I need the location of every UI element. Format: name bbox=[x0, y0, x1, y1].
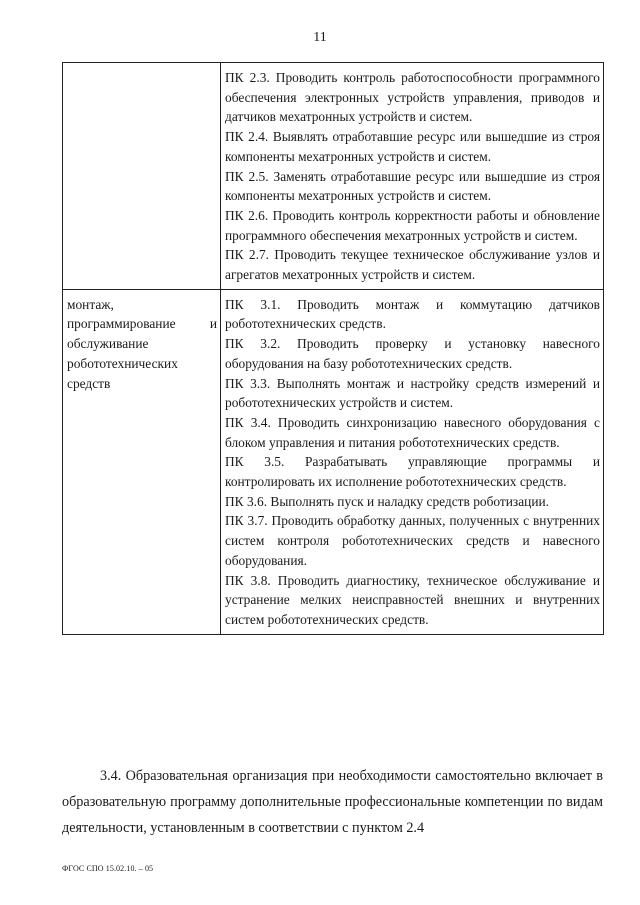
competence-item: ПК 2.3. Проводить контроль работоспособности программного обеспечения электронных устройств управления, приводов и датчиков мехатронных устройств и систем. bbox=[225, 70, 600, 125]
activity-name: монтаж, программирование и обслуживание робототехнических средств bbox=[67, 296, 217, 391]
competence-item: ПК 2.4. Выявлять отработавшие ресурс или вышедшие из строя компоненты мехатронных устройств и систем. bbox=[225, 129, 600, 164]
competence-item: ПК 3.7. Проводить обработку данных, полученных с внутренних систем контроля робототехнических средств и навесного оборудования. bbox=[225, 513, 600, 568]
page-number: 11 bbox=[313, 30, 327, 45]
body-paragraph: 3.4. Образовательная организация при необходимости самостоятельно включает в образовательную программу дополнительные профессиональные компетенции по видам деятельности, установленным в соответствии с пунктом 2.4 bbox=[62, 768, 603, 836]
competence-item: ПК 2.5. Заменять отработавшие ресурс или вышедшие из строя компоненты мехатронных устройств и систем. bbox=[225, 168, 600, 204]
competence-item: ПК 3.8. Проводить диагностику, техническое обслуживание и устранение мелких неисправностей внешних и внутренних систем робототехнических средств. bbox=[225, 572, 600, 627]
activity-cell bbox=[63, 63, 221, 290]
activity-cell bbox=[63, 289, 221, 634]
competence-table bbox=[62, 62, 604, 635]
footer-code: ФГОС СПО 15.02.10. – 05 bbox=[62, 864, 154, 873]
competences-cell bbox=[221, 289, 604, 634]
table-row bbox=[63, 63, 604, 290]
competence-item: ПК 3.4. Проводить синхронизацию навесного оборудования с блоком управления и питания робототехнических средств. bbox=[225, 414, 600, 450]
competence-item: ПК 3.5. Разрабатывать управляющие программы и контролировать их исполнение робототехнических средств. bbox=[225, 454, 600, 490]
competence-item: ПК 3.2. Проводить проверку и установку навесного оборудования на базу робототехнических средств. bbox=[225, 336, 600, 371]
competences-cell bbox=[221, 63, 604, 290]
competence-item: ПК 2.7. Проводить текущее техническое обслуживание узлов и агрегатов мехатронных устройств и систем. bbox=[225, 247, 600, 283]
competence-item: ПК 2.6. Проводить контроль корректности работы и обновление программного обеспечения мехатронных устройств и систем. bbox=[225, 207, 600, 243]
competence-item: ПК 3.6. Выполнять пуск и наладку средств роботизации. bbox=[225, 493, 550, 509]
competence-item: ПК 3.1. Проводить монтаж и коммутацию датчиков робототехнических средств. bbox=[225, 296, 600, 332]
competence-item: ПК 3.3. Выполнять монтаж и настройку средств измерений и робототехнических устройств и систем. bbox=[225, 375, 600, 411]
table-row bbox=[63, 289, 604, 634]
